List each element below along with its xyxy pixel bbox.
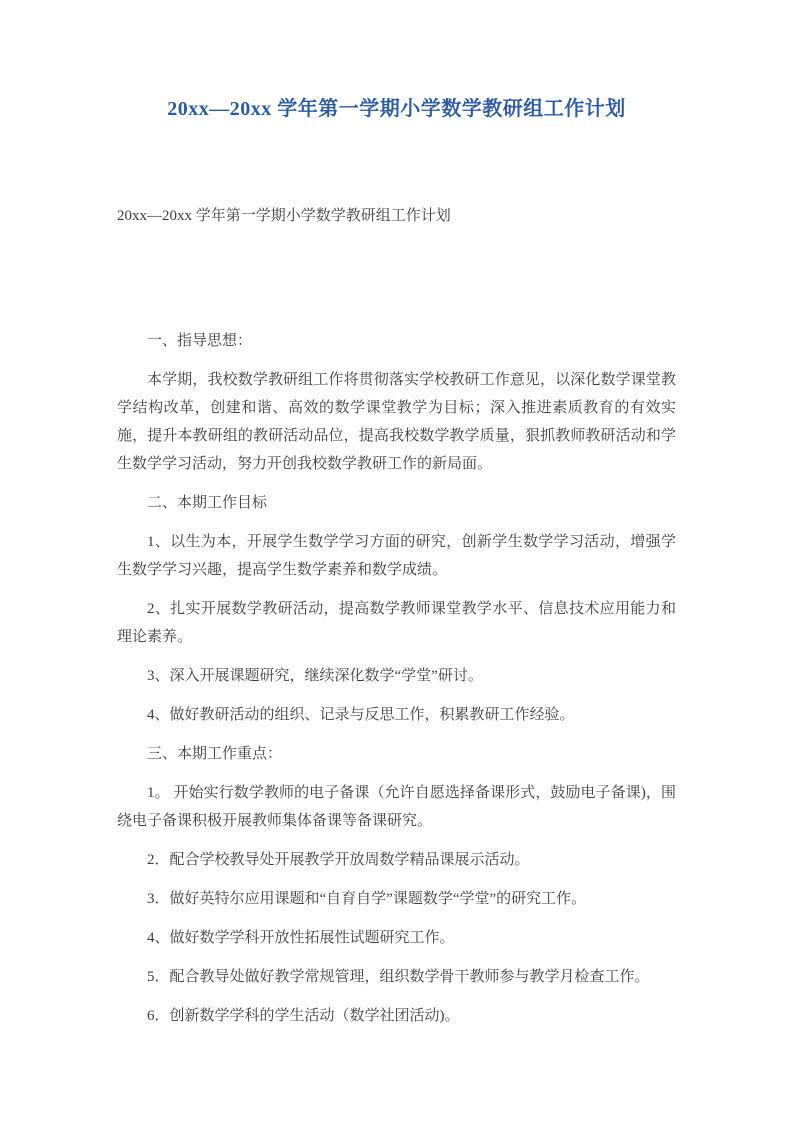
section-2-item-2: 2、扎实开展数学教研活动，提高数学教师课堂教学水平、信息技术应用能力和理论素养。 <box>117 601 676 645</box>
document-body <box>117 327 676 1030</box>
document-title: 20xx—20xx 学年第一学期小学数学教研组工作计划 <box>167 98 626 120</box>
section-3-item-4: 4、做好数学学科开放性拓展性试题研究工作。 <box>147 930 455 946</box>
section-2-item-4: 4、做好教研活动的组织、记录与反思工作，积累教研工作经验。 <box>147 707 575 723</box>
section-2-item-1: 1、以生为本，开展学生数学学习方面的研究，创新学生数学学习活动，增强学生数学学习兴趣，提高学生数学素养和数学成绩。 <box>117 534 676 578</box>
section-3-item-5: 5．配合教导处做好教学常规管理，组织数学骨干教师参与教学月检查工作。 <box>147 969 650 985</box>
document-subtitle: 20xx—20xx 学年第一学期小学数学教研组工作计划 <box>117 208 451 224</box>
section-3-item-1: 1。 开始实行数学教师的电子备课（允许自愿选择备课形式，鼓励电子备课)，围绕电子备课积极开展教师集体备课等备课研究。 <box>117 785 676 829</box>
section-2-heading: 二、本期工作目标 <box>147 495 268 511</box>
section-3-item-2: 2．配合学校教导处开展教学开放周数学精品课展示活动。 <box>147 852 530 868</box>
section-3-item-6: 6．创新数学学科的学生活动（数学社团活动)。 <box>147 1008 460 1024</box>
section-2-item-3: 3、深入开展课题研究，继续深化数学“学堂”研讨。 <box>147 668 483 684</box>
section-1-heading: 一、指导思想： <box>147 333 253 349</box>
section-3-item-3: 3．做好英特尔应用课题和“自育自学”课题数学“学堂”的研究工作。 <box>147 891 587 907</box>
section-3-heading: 三、本期工作重点： <box>147 746 283 762</box>
section-1-paragraph-1: 本学期，我校数学教研组工作将贯彻落实学校教研工作意见，以深化数学课堂教学结构改革，创建和谐、高效的数学课堂教学为目标；深入推进素质教育的有效实施，提升本教研组的教研活动品位，提高我校数学教学质量，狠抓教师教研活动和学生数学学习活动，努力开创我校数学教研工作的新局面。 <box>117 372 676 472</box>
